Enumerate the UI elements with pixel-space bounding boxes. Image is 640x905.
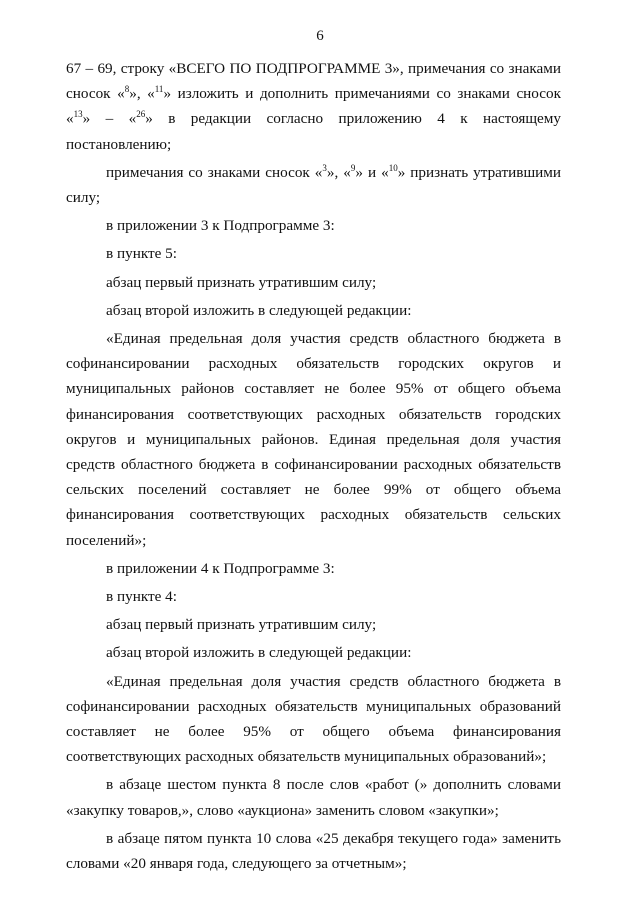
document-body bbox=[66, 56, 561, 876]
text-segment: «Единая предельная доля участия средств областного бюджета в софинансировании расходных обязательств городских округов и муниципальных районов составляет не более 95% от общего объема финансирования соответствующих расходных обязательств городских округов и муниципальных районов. Единая предельная доля участия средств областного бюджета в софинансировании расходных обязательств сельских поселений составляет не более 99% от общего объема финансирования соответствующих расходных обязательств сельских поселений»; bbox=[66, 330, 561, 549]
footnote-mark: 26 bbox=[136, 109, 146, 120]
footnote-mark: 11 bbox=[154, 84, 164, 95]
text-segment: » в редакции согласно приложению 4 к настоящему постановлению; bbox=[66, 110, 562, 153]
text-segment: в приложении 3 к Подпрограмме 3: bbox=[106, 217, 335, 235]
footnote-mark: 8 bbox=[124, 84, 130, 95]
paragraph bbox=[66, 669, 561, 770]
text-segment: в пункте 4: bbox=[106, 588, 177, 606]
text-segment: в приложении 4 к Подпрограмме 3: bbox=[106, 559, 335, 577]
paragraph bbox=[66, 556, 561, 581]
text-segment: » и « bbox=[355, 163, 389, 181]
paragraph bbox=[66, 772, 561, 822]
paragraph bbox=[66, 326, 561, 553]
text-segment: », « bbox=[326, 163, 351, 181]
text-segment: » изложить и дополнить примечаниями со знаками сносок « bbox=[66, 85, 561, 128]
paragraph bbox=[66, 612, 561, 637]
text-segment: », « bbox=[129, 85, 155, 103]
text-segment: в абзаце шестом пункта 8 после слов «работ (» дополнить словами «закупку товаров,», слово «аукциона» заменить словом «закупки»; bbox=[66, 776, 561, 819]
paragraph bbox=[66, 270, 561, 295]
footnote-mark: 13 bbox=[73, 109, 83, 120]
text-segment: » – « bbox=[82, 110, 137, 128]
text-segment: абзац второй изложить в следующей редакции: bbox=[106, 301, 412, 319]
paragraph bbox=[66, 826, 561, 876]
text-segment: «Единая предельная доля участия средств областного бюджета в софинансировании расходных обязательств муниципальных образований составляет не более 95% от общего объема финансирования соответствующих расходных обязательств муниципальных образований»; bbox=[66, 672, 561, 766]
paragraph bbox=[66, 298, 561, 323]
text-segment: в пункте 5: bbox=[106, 245, 177, 263]
text-segment: в абзаце пятом пункта 10 слова «25 декабря текущего года» заменить словами «20 января года, следующего за отчетным»; bbox=[66, 829, 561, 873]
paragraph bbox=[66, 640, 561, 665]
text-segment: абзац первый признать утратившим силу; bbox=[106, 616, 377, 634]
paragraph bbox=[66, 213, 561, 238]
paragraph bbox=[66, 56, 561, 157]
paragraph bbox=[66, 160, 561, 210]
text-segment: » признать утратившими силу; bbox=[66, 163, 562, 207]
text-segment: абзац первый признать утратившим силу; bbox=[106, 273, 377, 291]
text-segment: 67 – 69, строку «ВСЕГО ПО ПОДПРОГРАММЕ 3», примечания со знаками сносок « bbox=[66, 60, 561, 103]
footnote-mark: 10 bbox=[388, 162, 398, 173]
text-segment: примечания со знаками сносок « bbox=[106, 163, 323, 181]
page-number: 6 bbox=[316, 28, 324, 44]
text-segment: абзац второй изложить в следующей редакции: bbox=[106, 644, 412, 662]
footnote-mark: 9 bbox=[350, 162, 356, 173]
paragraph bbox=[66, 241, 561, 266]
paragraph bbox=[66, 584, 561, 609]
footnote-mark: 3 bbox=[322, 162, 327, 173]
